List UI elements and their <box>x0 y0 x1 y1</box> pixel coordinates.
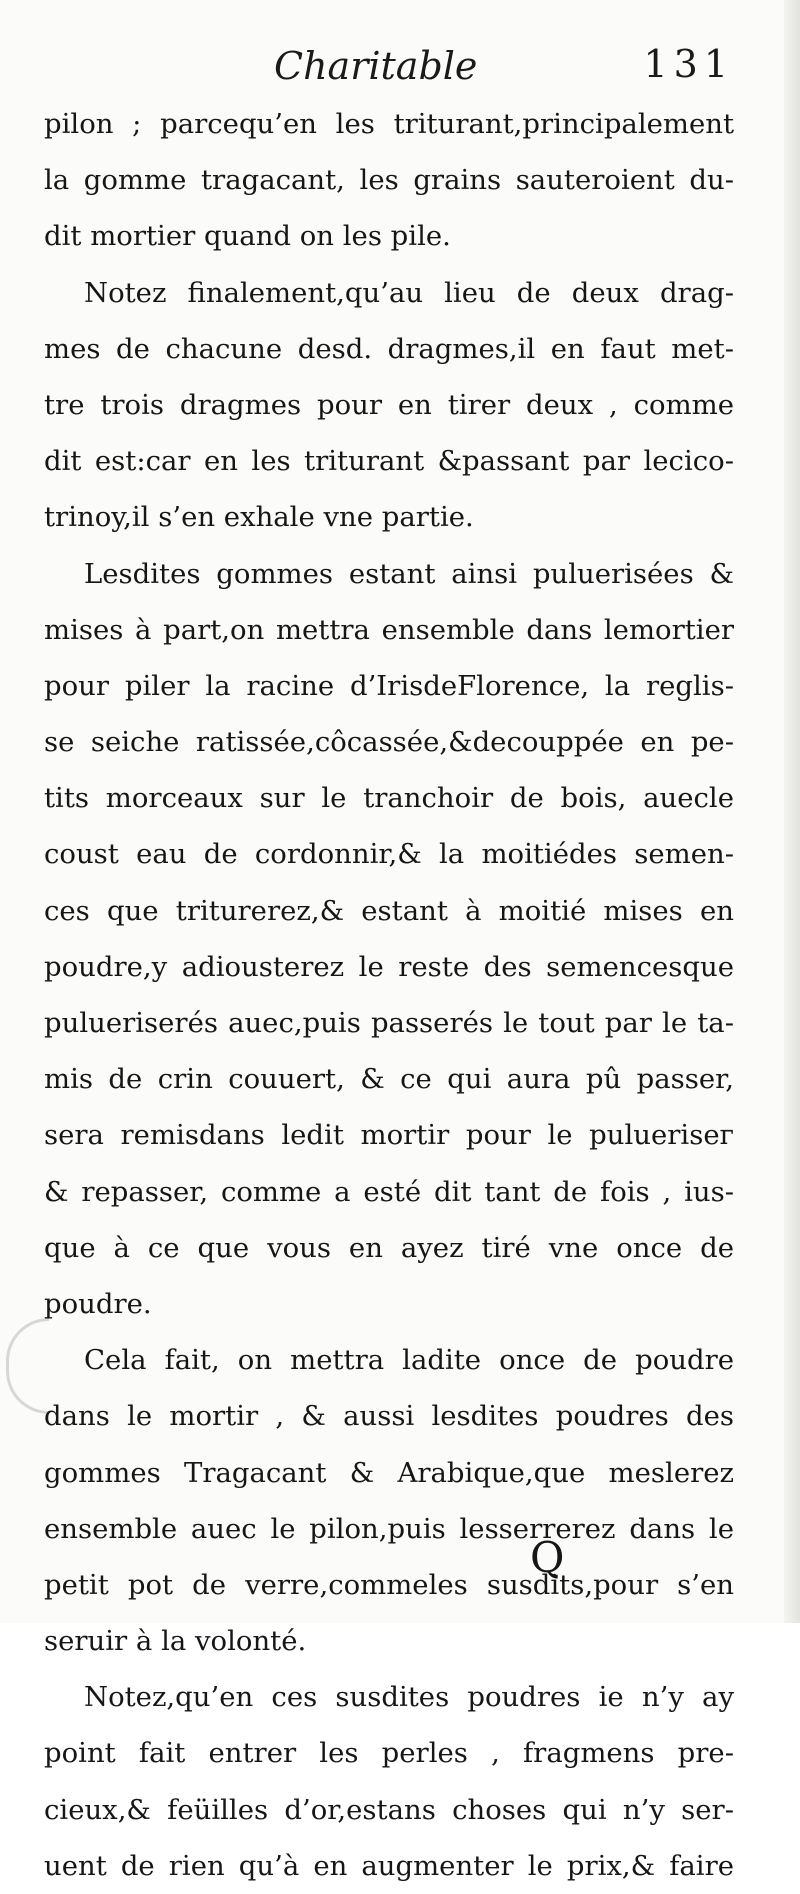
body-text <box>44 96 734 1894</box>
text-line: poudre. <box>44 1287 152 1320</box>
bleed-through-mark <box>6 1318 49 1414</box>
text-line: mes de chacune desd. dragmes,il en faut met- <box>44 332 734 365</box>
running-title: Charitable <box>274 44 478 88</box>
text-line: se seiche ratissée,côcassée,&decouppée en pe- <box>44 726 734 759</box>
text-line: poudre,y adiousterez le reste des semencesque <box>44 950 734 983</box>
text-line: Notez,qu’en ces susdites poudres ie n’y ay <box>84 1681 734 1714</box>
text-line: Notez finalement,qu’au lieu de deux drag- <box>84 276 734 309</box>
text-line: & repasser, comme a esté dit tant de fois , ius- <box>44 1175 734 1208</box>
text-line: dans le mortir , & aussi lesdites poudres des <box>44 1400 734 1433</box>
text-line: tits morceaux sur le tranchoir de bois, auecle <box>44 782 734 815</box>
text-line: Cela fait, on mettra ladite once de poudre <box>84 1344 734 1377</box>
text-line: que à ce que vous en ayez tiré vne once de <box>44 1231 734 1264</box>
text-line: mis de crin couuert, & ce qui aura pû passer, <box>44 1063 734 1096</box>
text-line: tre trois dragmes pour en tirer deux , comme <box>44 388 734 421</box>
text-line: pulueriserés auec,puis passerés le tout par le ta- <box>44 1007 734 1039</box>
text-line: uent de rien qu’à en augmenter le prix,& faire <box>44 1849 734 1882</box>
catchword: Q <box>530 1533 565 1582</box>
text-line: ces que triturerez,& estant à moitié mises en <box>44 894 734 927</box>
page-header <box>44 38 734 98</box>
text-line: sera remisdans ledit mortir pour le puluerisег <box>44 1119 734 1152</box>
text-line: pilon ; parcequ’en les triturant,principalement <box>44 108 734 140</box>
text-line: dit mortier quand on les pile. <box>44 220 451 253</box>
text-line: seruir à la volonté. <box>44 1625 307 1658</box>
text-line: coust eau de cordonnir,& la moitiédes semen- <box>44 838 734 871</box>
text-line: petit pot de verre,commeles susdits,pour s’en <box>44 1568 734 1601</box>
text-line: ensemble auec le pilon,puis lesserrerez dans le <box>44 1512 734 1545</box>
text-line: Lesdites gommes estant ainsi puluerisées & <box>84 557 734 590</box>
text-line: cieux,& feüilles d’or,estans choses qui n’y ser- <box>44 1793 734 1826</box>
text-line: trinoy,il s’en exhale vne partie. <box>44 501 474 534</box>
text-line: la gomme tragacant, les grains sauteroient du- <box>44 164 734 197</box>
text-line: gommes Tragacant & Arabique,que meslerez <box>44 1456 734 1489</box>
text-line: point fait entrer les perles , fragmens pre- <box>44 1737 734 1770</box>
page-number: 131 <box>643 42 734 86</box>
text-line: dit est:car en les triturant &passant par lecico- <box>44 445 734 478</box>
page-edge-shadow <box>784 0 800 1623</box>
text-line: mises à part,on mettra ensemble dans lemortier <box>44 613 734 646</box>
text-line: pour piler la racine d’IrisdeFlorence, la reglis- <box>44 669 734 702</box>
